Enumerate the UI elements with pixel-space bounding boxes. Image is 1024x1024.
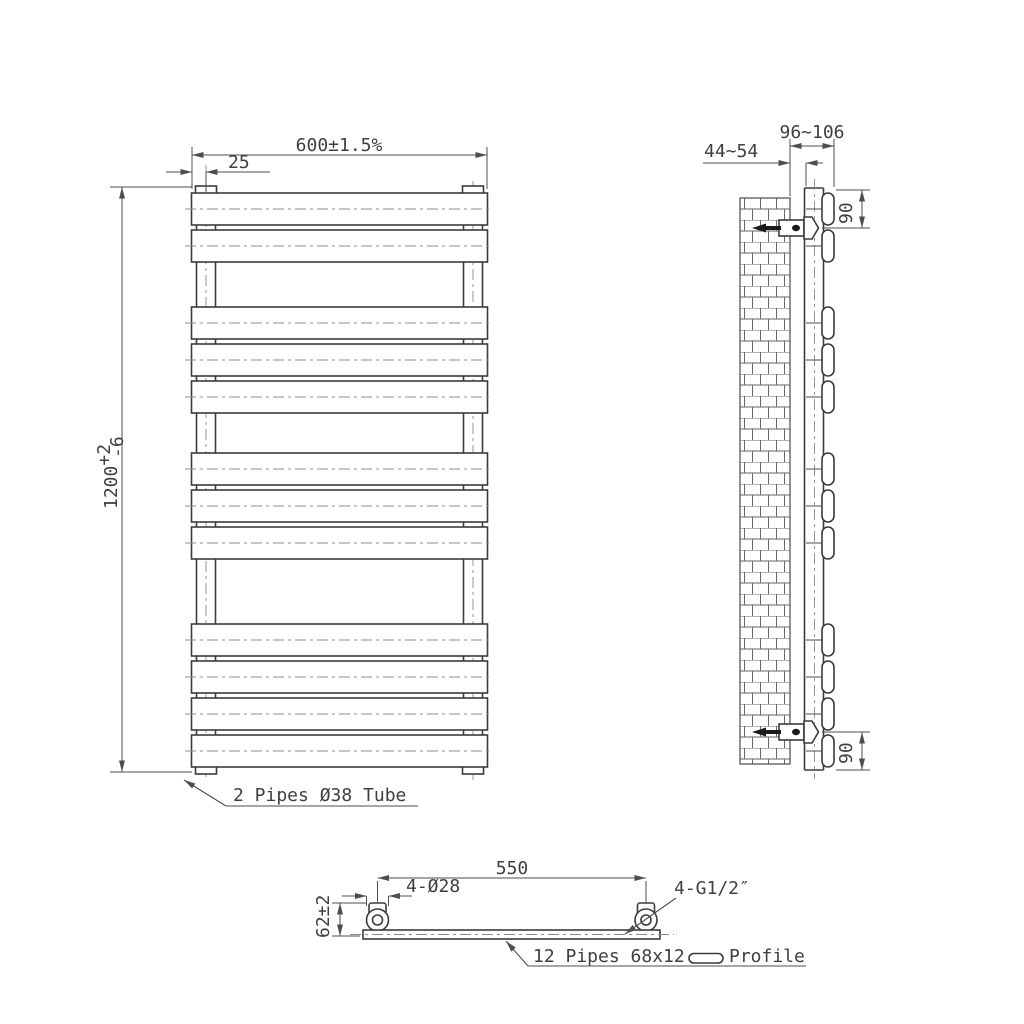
bracket-cone	[804, 721, 819, 743]
panel-profile	[822, 735, 834, 767]
offset-dim-text: 25	[228, 152, 250, 173]
panel-profile	[822, 527, 834, 559]
bolt-head	[792, 225, 800, 231]
side-tube	[805, 179, 824, 779]
panel-profile	[822, 193, 834, 225]
panel-profile	[822, 661, 834, 693]
connection-dimension	[342, 876, 460, 906]
fitting-outer-circle	[635, 909, 657, 931]
brick-wall	[740, 198, 790, 764]
fitting-outer-circle	[367, 909, 389, 931]
front-view	[94, 135, 492, 806]
side-view	[703, 122, 870, 779]
clearance-dimension	[703, 141, 823, 186]
profile-label-suffix-text: Profile	[729, 946, 805, 967]
profile-label-prefix-text: 12 Pipes 68x12	[533, 946, 685, 967]
bracket-top-dim-text: 90	[836, 202, 857, 224]
offset-dimension	[166, 152, 270, 192]
height-dimension	[94, 187, 192, 772]
panel-profile	[822, 453, 834, 485]
panel-profile	[822, 230, 834, 262]
panel-profiles	[806, 193, 834, 767]
bracket-bottom-dim-text: 90	[836, 742, 857, 764]
bar-offset-dimension	[313, 895, 366, 938]
depth-dimension	[779, 122, 844, 196]
height-dim-text: 1200+2-6	[94, 436, 128, 509]
bolt-head	[792, 729, 800, 735]
fitting-right	[635, 903, 657, 931]
profile-stadium-icon	[689, 954, 723, 964]
panel-profile	[822, 381, 834, 413]
profile-callout	[506, 941, 806, 967]
panel-profile	[822, 344, 834, 376]
fitting-left	[367, 903, 389, 931]
tube-label-text: 2 Pipes Ø38 Tube	[233, 785, 407, 806]
panel-profile	[822, 490, 834, 522]
panel-profile	[822, 307, 834, 339]
tube-callout	[184, 780, 418, 806]
clearance-dim-text: 44~54	[704, 141, 759, 162]
connection-dim-text: 4-Ø28	[406, 876, 461, 897]
bar-offset-dim-text: 62±2	[313, 894, 334, 938]
bottom-view	[313, 858, 806, 967]
panel-profile	[822, 624, 834, 656]
depth-dim-text: 96~106	[779, 122, 845, 143]
panel-stack	[185, 193, 492, 767]
panel-profile	[822, 698, 834, 730]
thread-label-text: 4-G1/2″	[674, 878, 750, 899]
width-dim-text: 600±1.5%	[295, 135, 383, 156]
bracket-cone	[804, 217, 819, 239]
centers-dim-text: 550	[495, 858, 529, 879]
